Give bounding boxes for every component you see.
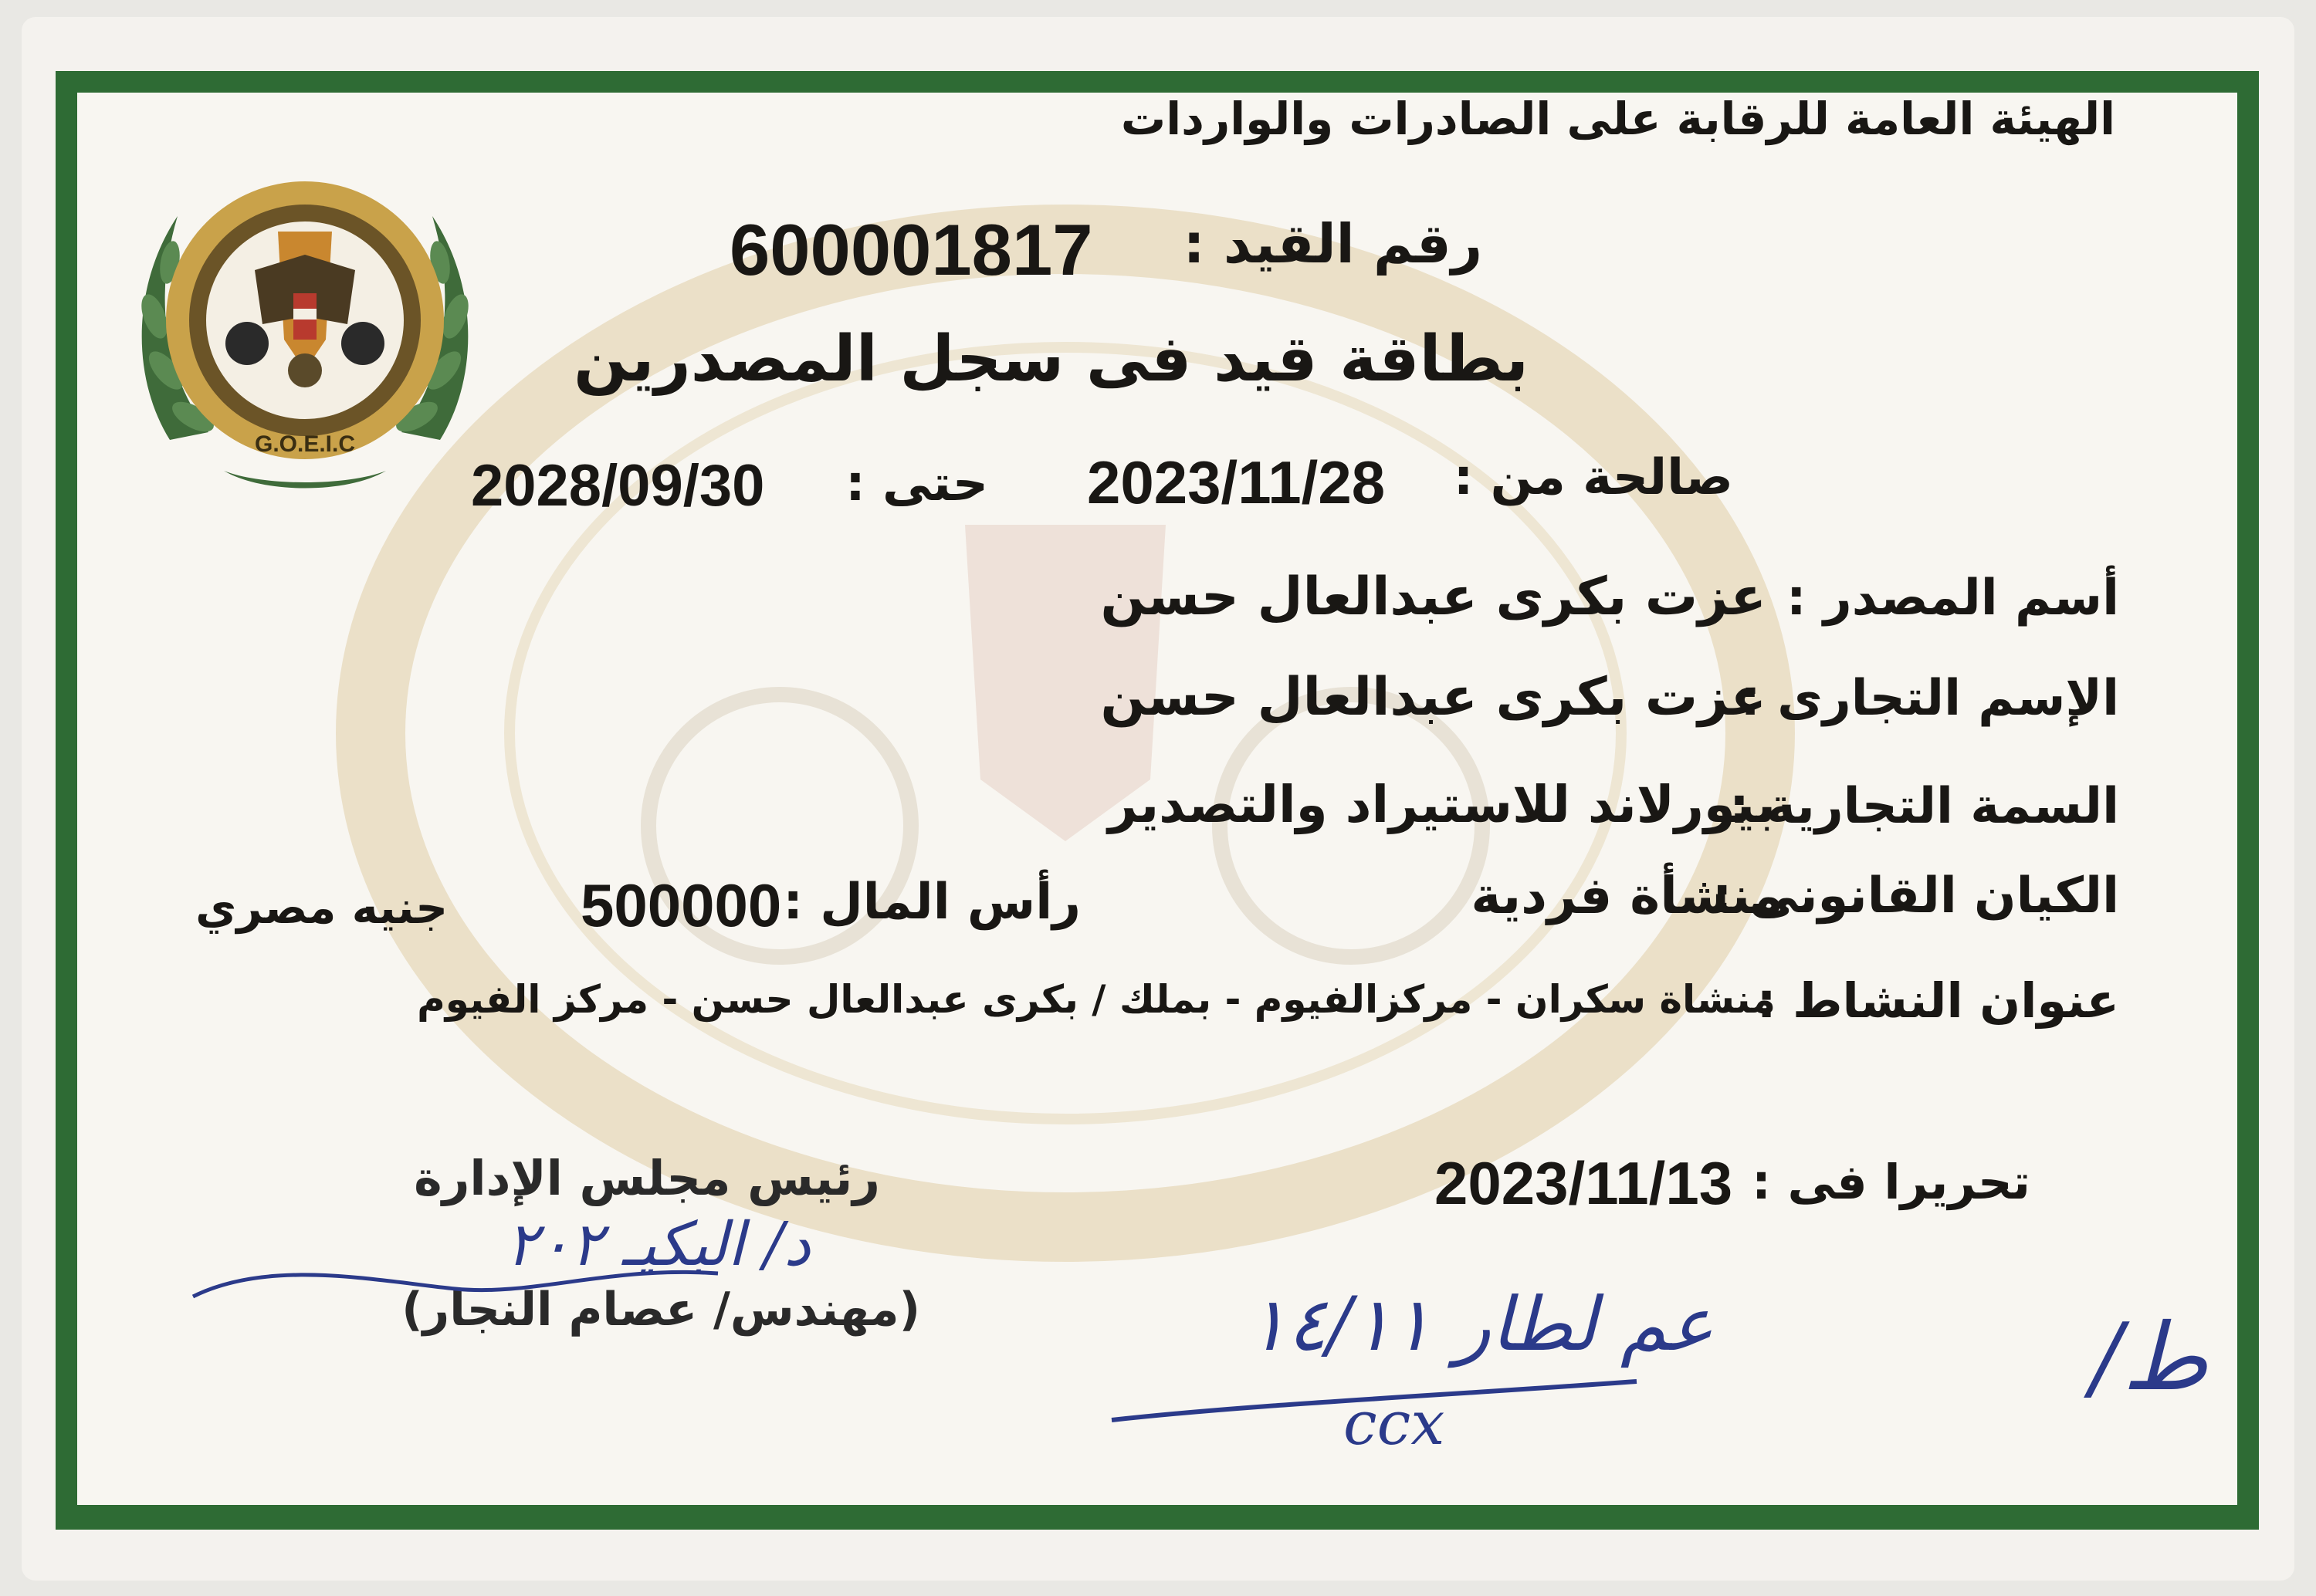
handwritten-sub: ccx — [1343, 1389, 1445, 1459]
handwritten-signature: د/ البكيـ ٢٠٢ — [506, 1210, 811, 1280]
trade-name-label: الإسم التجارى : — [1740, 670, 2119, 727]
issued-date: 2023/11/13 — [1434, 1149, 1733, 1217]
address-value: منشاة سكران - مركزالفيوم - بملك / بكرى عبدالعال حسن - مركز الفيوم — [417, 977, 1776, 1022]
capital-label: رأس المال : — [783, 874, 1081, 931]
emblem-seal — [124, 147, 486, 502]
handwritten-initial: ط/ — [2091, 1304, 2208, 1412]
signatory-title: رئيس مجلس الإدارة — [414, 1150, 880, 1206]
handwritten-note: عم لطار ١٤/١١ — [1247, 1281, 1714, 1368]
valid-to-date: 2028/09/30 — [471, 453, 765, 519]
valid-from-label: صالحة من : — [1453, 449, 1733, 506]
address-label: عنوان النشاط : — [1756, 972, 2119, 1029]
valid-from-date: 2023/11/28 — [1087, 448, 1386, 516]
trade-name-value: عزت بكرى عبدالعال حسن — [1100, 667, 1766, 728]
brand-label: السمة التجارية : — [1729, 778, 2119, 835]
card-title: بطاقة قيد فى سجل المصدرين — [573, 323, 1529, 396]
exporter-name-value: عزت بكرى عبدالعال حسن — [1100, 566, 1766, 627]
issued-label: تحريرا فى : — [1752, 1154, 2030, 1210]
seal-initials: G.O.E.I.C — [254, 431, 356, 457]
authority-header: الهيئة العامة للرقابة على الصادرات والواردات — [1120, 93, 2115, 145]
registration-number: 600001817 — [730, 209, 1093, 290]
exporter-name-label: أسم المصدر : — [1786, 570, 2119, 627]
signature-stroke — [178, 1235, 811, 1343]
capital-currency: جنيه مصري — [195, 881, 448, 934]
legal-entity-label: الكيان القانونى : — [1712, 867, 2119, 925]
legal-entity-value: منشأة فردية — [1471, 866, 1783, 925]
capital-value: 500000 — [581, 871, 782, 939]
registration-label: رقم القيد : — [1183, 212, 1482, 276]
brand-value: بيورلاند للاستيراد والتصدير — [1108, 775, 1776, 834]
valid-to-label: حتى : — [845, 455, 988, 512]
signatory-name: (مهندس/ عصام النجار) — [401, 1283, 920, 1337]
